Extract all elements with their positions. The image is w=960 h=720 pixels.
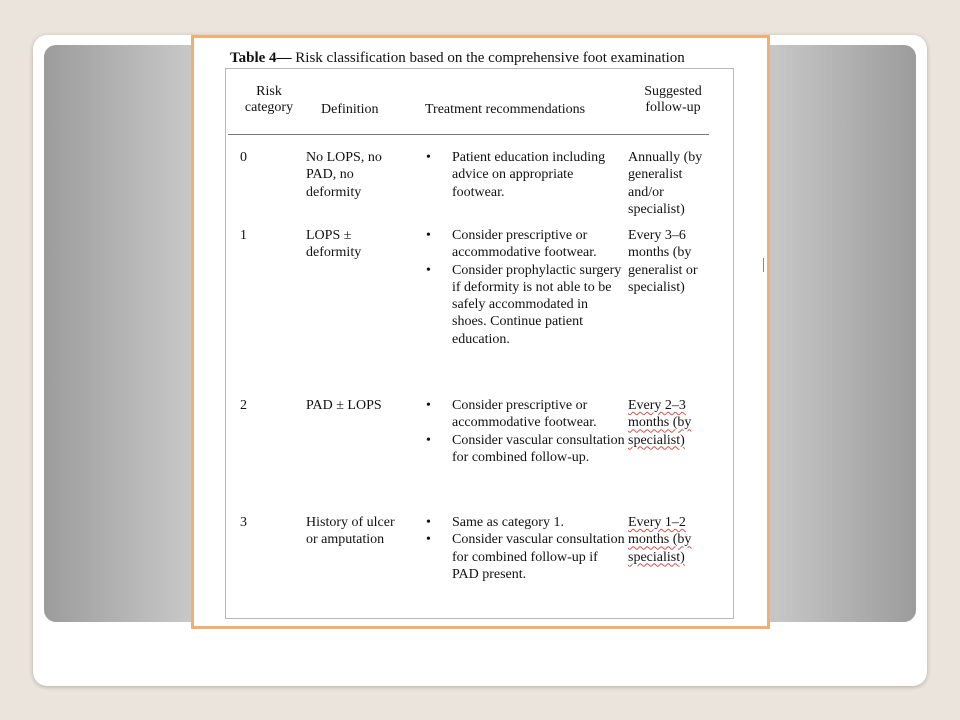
- row-2-treatment-item: • Consider prescriptive or accommodative footwear.: [426, 397, 626, 432]
- table-number-label: Table 4—: [230, 50, 292, 66]
- row-3-treatment-item: • Consider vascular consultation for combined follow-up if PAD present.: [426, 531, 626, 583]
- table-title: [230, 50, 685, 67]
- header-treatment: Treatment recommendations: [425, 102, 586, 117]
- row-2-followup: Every 2–3 months (by specialist): [628, 398, 692, 448]
- header-followup: Suggested follow-up: [644, 84, 702, 115]
- row-0-category: 0: [240, 150, 247, 165]
- row-0-definition: No LOPS, no PAD, no deformity: [306, 150, 382, 200]
- row-1-definition: LOPS ± deformity: [306, 228, 362, 261]
- row-3-treatment-item: • Same as category 1.: [426, 514, 626, 531]
- row-3-definition: History of ulcer or amputation: [306, 515, 395, 548]
- row-3-followup: Every 1–2 months (by specialist): [628, 515, 692, 565]
- row-0-treatment-item: • Patient education including advice on appropriate footwear.: [426, 149, 626, 201]
- table-title-text: Risk classification based on the comprehensive foot examination: [291, 50, 685, 66]
- row-3-treatments: [426, 514, 626, 583]
- header-rule: [228, 134, 709, 135]
- row-1-treatments: [426, 227, 626, 348]
- header-risk-category: Risk category: [244, 84, 294, 115]
- row-1-treatment-item: • Consider prescriptive or accommodative footwear.: [426, 227, 626, 262]
- header-definition: Definition: [321, 102, 379, 117]
- row-0-treatments: [426, 149, 626, 201]
- row-3-category: 3: [240, 515, 247, 530]
- table-image-frame: [191, 35, 770, 629]
- row-1-treatment-item: • Consider prophylactic surgery if deformity is not able to be safely accommodated in shoes. Continue patient education.: [426, 262, 626, 348]
- edge-mark: [763, 258, 764, 272]
- row-1-followup: Every 3–6 months (by generalist or specialist): [628, 228, 698, 295]
- row-2-treatment-item: • Consider vascular consultation for combined follow-up.: [426, 432, 626, 467]
- row-2-category: 2: [240, 398, 247, 413]
- row-2-treatments: [426, 397, 626, 466]
- row-0-followup: Annually (by generalist and/or specialist): [628, 150, 703, 217]
- row-2-definition: PAD ± LOPS: [306, 398, 382, 413]
- row-1-category: 1: [240, 228, 247, 243]
